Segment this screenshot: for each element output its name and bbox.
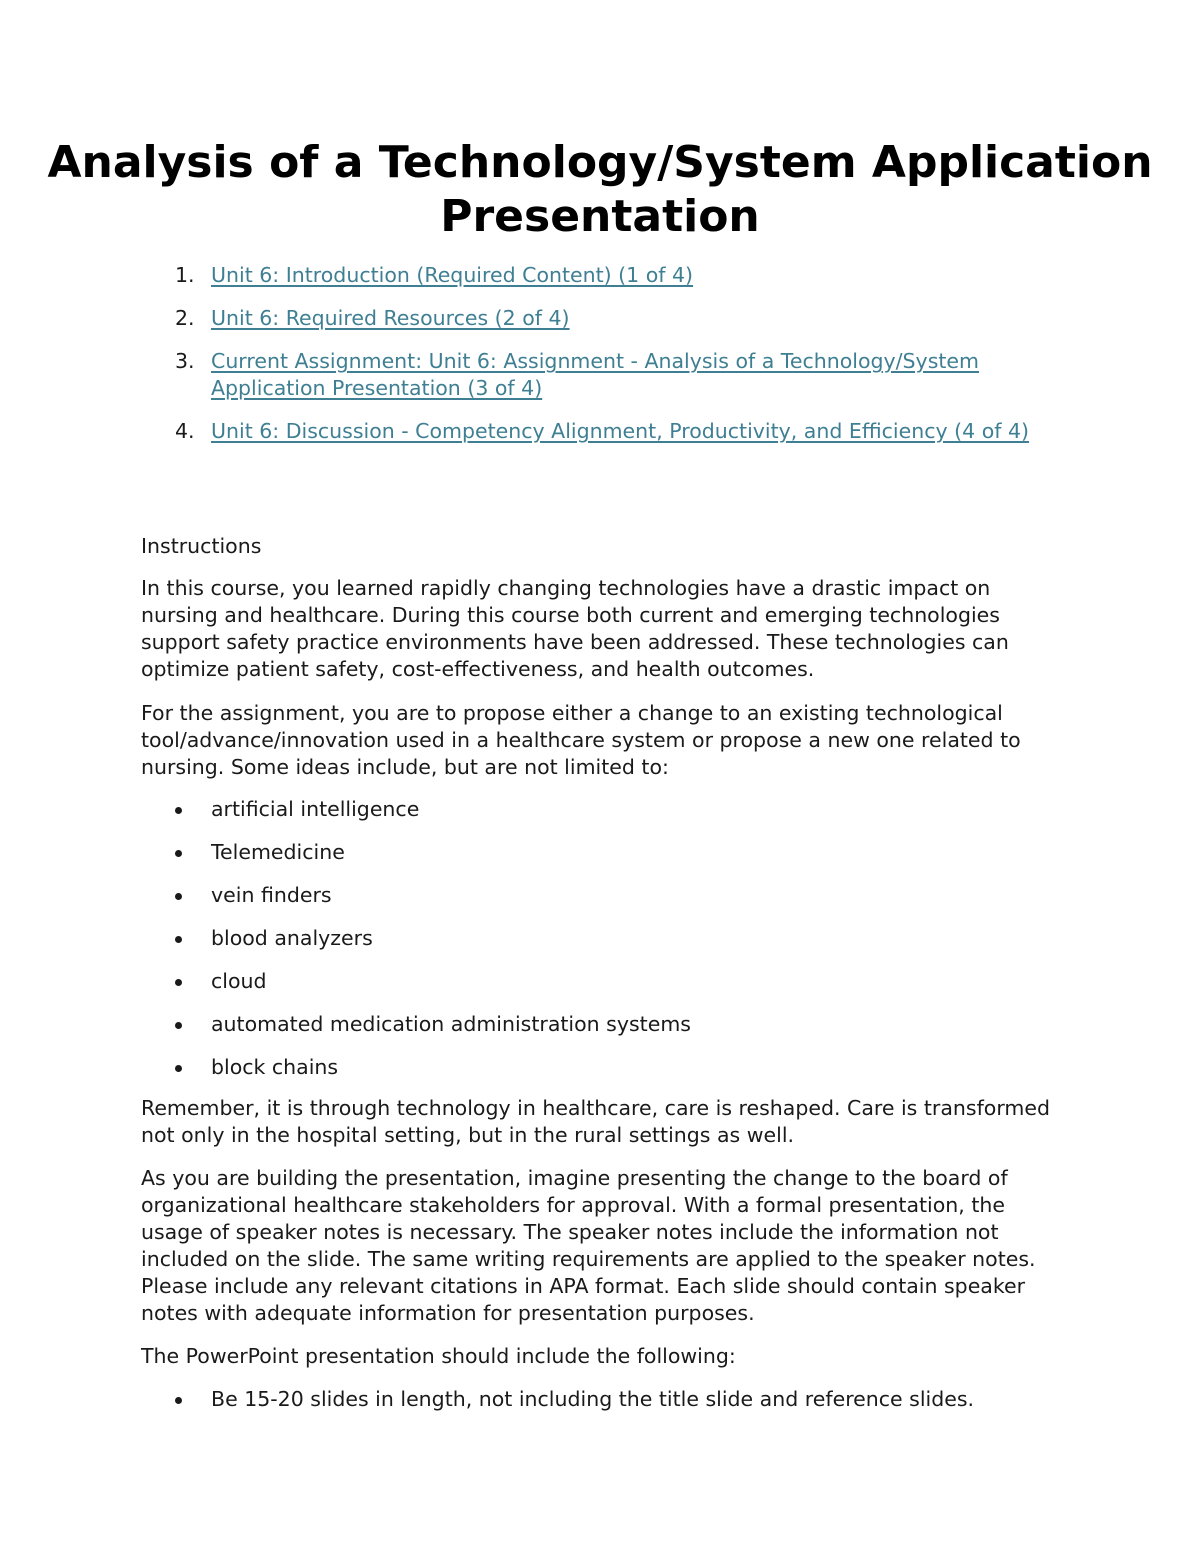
list-item bbox=[141, 1386, 1071, 1413]
list-item bbox=[141, 968, 1071, 995]
bullet-icon bbox=[175, 807, 182, 814]
idea-text: cloud bbox=[211, 969, 267, 993]
bullet-icon bbox=[175, 1397, 182, 1404]
page-title: Analysis of a Technology/System Application Presentation bbox=[47, 137, 1153, 242]
list-item bbox=[141, 796, 1071, 823]
idea-text: vein finders bbox=[211, 883, 332, 907]
idea-text: artificial intelligence bbox=[211, 797, 420, 821]
list-item bbox=[141, 418, 1041, 445]
presentation-paragraph: As you are building the presentation, imagine presenting the change to the board of organizational healthcare stakeholders for approval. With a formal presentation, the usage of speaker notes is necessary. The speaker notes include the information not included on the slide. The same writing requirements are applied to the speaker notes. Please include any relevant citations in APA format. Each slide should contain speaker notes with adequate information for presentation purposes. bbox=[141, 1166, 1036, 1325]
unit-discussion-link[interactable]: Unit 6: Discussion - Competency Alignment, Productivity, and Efficiency (4 of 4) bbox=[211, 419, 1030, 443]
bullet-icon bbox=[175, 893, 182, 900]
bullet-icon bbox=[175, 850, 182, 857]
list-item bbox=[141, 925, 1071, 952]
list-number: 3. bbox=[175, 349, 195, 373]
unit-assignment-link[interactable]: Current Assignment: Unit 6: Assignment - Analysis of a Technology/System Application Presentation (3 of 4) bbox=[211, 349, 979, 400]
list-item bbox=[141, 262, 1041, 289]
requirements-intro: The PowerPoint presentation should include the following: bbox=[141, 1344, 736, 1368]
bullet-icon bbox=[175, 1022, 182, 1029]
list-item bbox=[141, 305, 1041, 332]
list-item bbox=[141, 839, 1071, 866]
idea-text: block chains bbox=[211, 1055, 339, 1079]
ideas-list bbox=[141, 796, 1071, 1097]
unit-introduction-link[interactable]: Unit 6: Introduction (Required Content) (1 of 4) bbox=[211, 263, 694, 287]
list-number: 4. bbox=[175, 419, 195, 443]
unit-links-list bbox=[141, 262, 1041, 461]
bullet-icon bbox=[175, 936, 182, 943]
intro-paragraph: In this course, you learned rapidly changing technologies have a drastic impact on nursing and healthcare. During this course both current and emerging technologies support safety practice environments have been addressed. These technologies can optimize patient safety, cost-effectiveness, and health outcomes. bbox=[141, 576, 1009, 681]
list-item bbox=[141, 348, 1041, 402]
list-item bbox=[141, 882, 1071, 909]
bullet-icon bbox=[175, 1065, 182, 1072]
list-item bbox=[141, 1011, 1071, 1038]
list-number: 1. bbox=[175, 263, 195, 287]
idea-text: automated medication administration systems bbox=[211, 1012, 691, 1036]
idea-text: blood analyzers bbox=[211, 926, 373, 950]
unit-resources-link[interactable]: Unit 6: Required Resources (2 of 4) bbox=[211, 306, 570, 330]
idea-text: Telemedicine bbox=[211, 840, 345, 864]
instructions-heading: Instructions bbox=[141, 534, 262, 558]
bullet-icon bbox=[175, 979, 182, 986]
reminder-paragraph: Remember, it is through technology in healthcare, care is reshaped. Care is transformed not only in the hospital setting, but in the rural settings as well. bbox=[141, 1096, 1051, 1147]
requirement-text: Be 15-20 slides in length, not including the title slide and reference slides. bbox=[211, 1387, 975, 1411]
requirements-list bbox=[141, 1386, 1071, 1429]
list-item bbox=[141, 1054, 1071, 1081]
assignment-paragraph: For the assignment, you are to propose either a change to an existing technological tool/advance/innovation used in a healthcare system or propose a new one related to nursing. Some ideas include, but are not limited to: bbox=[141, 701, 1021, 779]
list-number: 2. bbox=[175, 306, 195, 330]
